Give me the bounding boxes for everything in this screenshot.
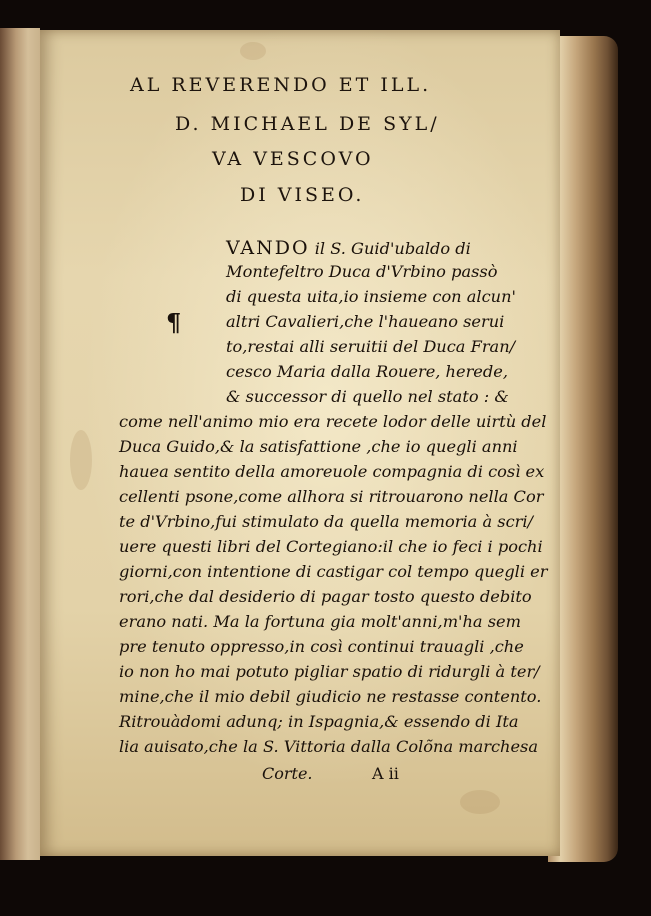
text-line-11: cellenti psone,come allhora si ritrouarono nella Cor (119, 487, 544, 506)
text-line-8: come nell'animo mio era recete lodor delle uirtù del (119, 412, 547, 431)
dedication-heading-line-3: VA VESCOVO (212, 148, 374, 170)
text-line-6: cesco Maria dalla Rouere, herede, (226, 362, 508, 381)
text-line-18: io non ho mai potuto pigliar spatio di ridurgli à ter/ (119, 662, 540, 681)
paper-stain (240, 42, 266, 60)
paper-stain (70, 430, 92, 490)
text-line-5: to,restai alli seruitii del Duca Fran/ (226, 337, 516, 356)
dedication-heading-line-4: DI VISEO. (240, 184, 365, 206)
text-line-9: Duca Guido,& la satisfattione ,che io quegli anni (119, 437, 518, 456)
signature-mark (372, 764, 399, 783)
dedication-heading-line-1: AL REVERENDO ET ILL. (130, 74, 432, 96)
paper-stain (460, 790, 500, 814)
signature-text: A ii (372, 764, 399, 783)
text-line-1-rest: il S. Guid'ubaldo di (314, 239, 471, 258)
dedication-heading-line-2: D. MICHAEL DE SYL/ (175, 113, 440, 135)
text-line-14: giorni,con intentione di castigar col tempo quegli er (119, 562, 548, 581)
text-line-4: altri Cavalieri,che l'haueano serui (226, 312, 505, 331)
text-line-2: Montefeltro Duca d'Vrbino passò (226, 262, 498, 281)
text-line-16: erano nati. Ma la fortuna gia molt'anni,m'ha sem (119, 612, 521, 631)
text-line-19: mine,che il mio debil giudicio ne restasse contento. (119, 687, 542, 706)
text-line-15: rori,che dal desiderio di pagar tosto questo debito (119, 587, 532, 606)
book-page (40, 30, 560, 856)
text-line-13: uere questi libri del Cortegiano:il che io feci i pochi (119, 537, 543, 556)
paragraph-mark: ¶ (166, 308, 182, 337)
drop-initial: VANDO (226, 237, 310, 259)
text-line-1 (226, 237, 471, 259)
text-line-20: Ritrouàdomi adunq; in Ispagnia,& essendo di Ita (119, 712, 519, 731)
text-line-12: te d'Vrbino,fui stimulato da quella memoria à scri/ (119, 512, 534, 531)
left-cover-board (0, 28, 40, 860)
text-line-3: di questa uita,io insieme con alcun' (226, 287, 516, 306)
text-line-17: pre tenuto oppresso,in così continui trauagli ,che (119, 637, 524, 656)
text-line-21: lia auisato,che la S. Vittoria dalla Colõna marchesa (119, 737, 539, 756)
text-line-10: hauea sentito della amoreuole compagnia di così ex (119, 462, 545, 481)
catchword: Corte. (262, 764, 313, 783)
text-line-7: & successor di quello nel stato : & (226, 387, 509, 406)
